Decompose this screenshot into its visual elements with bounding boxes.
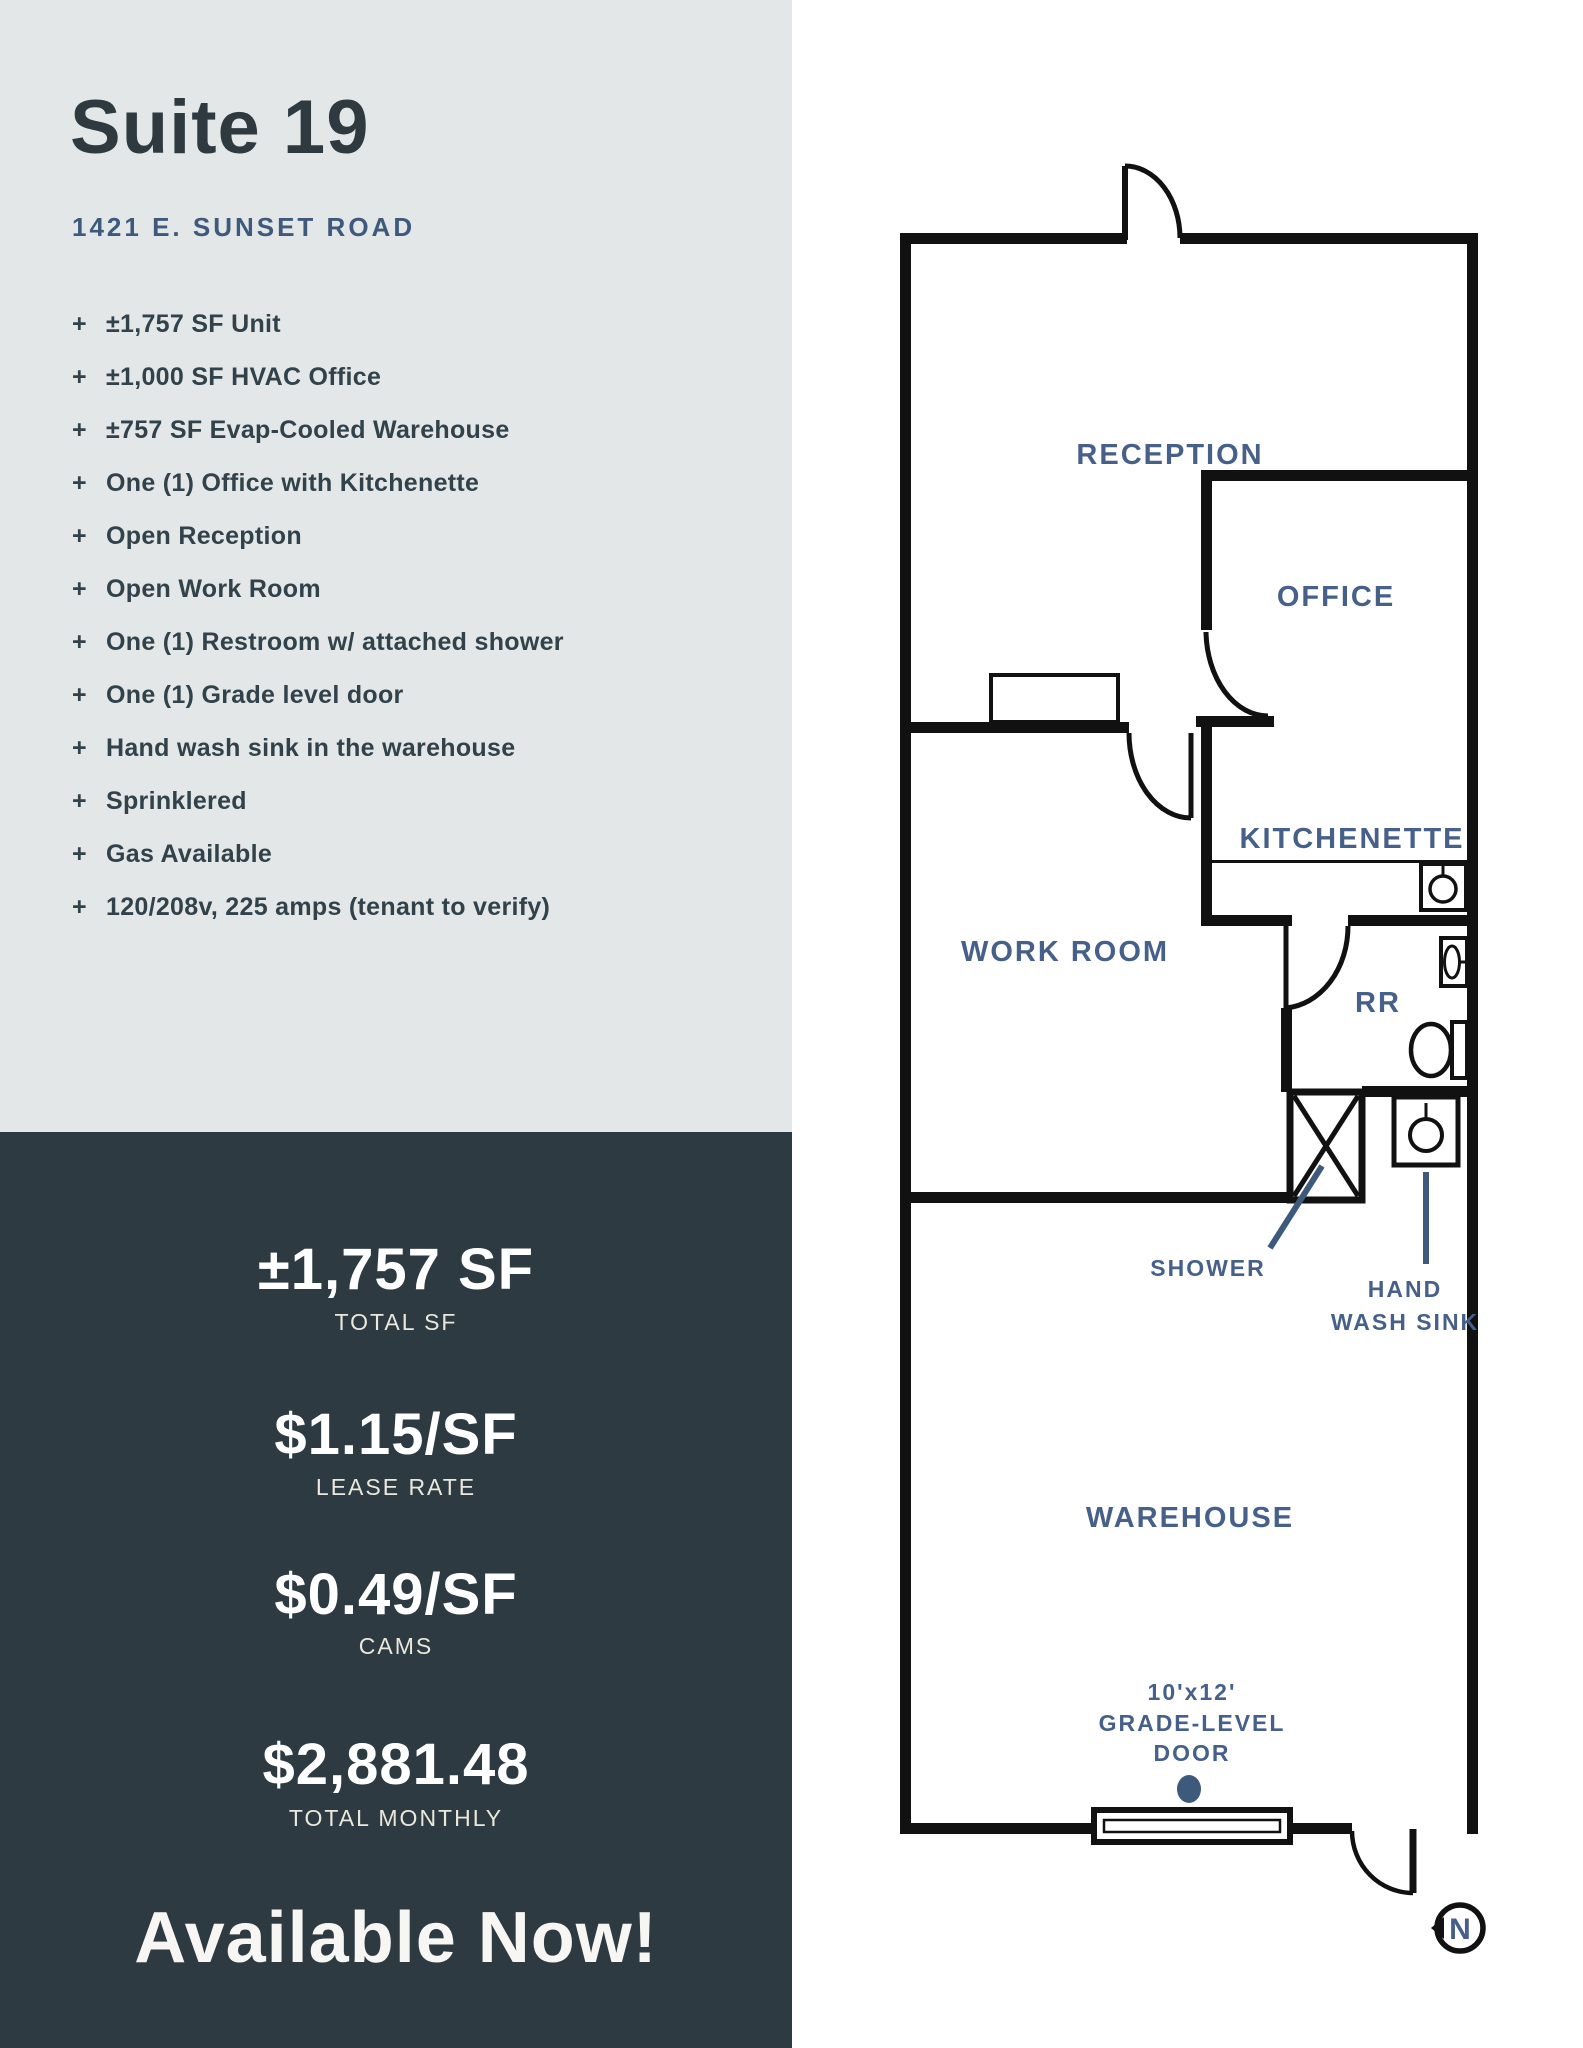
stat-lease-rate-value: $1.15/SF [274,1402,518,1467]
toilet-tank [1452,1022,1467,1078]
toilet-bowl-icon [1411,1024,1451,1076]
wall-top-left [900,233,1127,244]
wall-office-top [1201,470,1478,481]
stat-cams-value: $0.49/SF [274,1562,518,1627]
annotation-wash-sink: WASH SINK [1330,1309,1480,1335]
property-address: 1421 E. SUNSET ROAD [72,212,416,242]
stat-total-sf-value: ±1,757 SF [257,1237,535,1302]
wall-top-right [1180,233,1478,244]
plus-bullet-icon: + [72,575,87,603]
entry-door-swing-arc [1125,166,1180,238]
feature-text: ±1,757 SF Unit [106,310,281,338]
wall-rr-left [1281,1008,1292,1092]
stat-total-monthly-value: $2,881.48 [262,1732,530,1797]
plus-bullet-icon: + [72,787,87,815]
feature-text: Gas Available [106,840,273,868]
rear-door-swing-arc [1352,1831,1413,1893]
annotation-door-size: 10'x12' [1147,1679,1237,1705]
counter-window [991,675,1118,722]
feature-text: One (1) Office with Kitchenette [106,469,480,497]
wall-office-left [1201,470,1212,630]
rr-door-swing-arc [1286,926,1348,1008]
plus-bullet-icon: + [72,363,87,391]
feature-text: One (1) Restroom w/ attached shower [106,628,564,656]
stat-lease-rate-label: LEASE RATE [315,1474,477,1500]
grade-door-dot-icon [1177,1775,1201,1803]
feature-text: Open Work Room [106,575,321,603]
plus-bullet-icon: + [72,840,87,868]
north-letter: N [1449,1913,1473,1946]
room-label-work-room: WORK ROOM [960,936,1170,968]
feature-text: Open Reception [106,522,302,550]
grade-level-door [1094,1810,1290,1842]
room-label-reception: RECEPTION [1076,439,1264,471]
annotation-door: DOOR [1153,1740,1231,1766]
page-title: Suite 19 [70,85,370,170]
wall-kitchenette-left [1201,716,1212,926]
annotation-grade-level: GRADE-LEVEL [1098,1710,1286,1736]
stat-total-monthly-label: TOTAL MONTHLY [288,1805,504,1831]
stat-cams-label: CAMS [358,1633,434,1659]
wall-workroom-bottom [900,1192,1290,1203]
annotation-hand: HAND [1367,1276,1443,1302]
plus-bullet-icon: + [72,734,87,762]
plus-bullet-icon: + [72,681,87,709]
wall-left [900,233,911,1834]
annotation-shower: SHOWER [1150,1255,1266,1281]
feature-text: Sprinklered [106,787,247,815]
feature-text: ±1,000 SF HVAC Office [106,363,382,391]
feature-text: ±757 SF Evap-Cooled Warehouse [106,416,510,444]
plus-bullet-icon: + [72,416,87,444]
room-label-office: OFFICE [1276,581,1396,613]
plus-bullet-icon: + [72,469,87,497]
availability-banner: Available Now! [134,1898,658,1978]
plus-bullet-icon: + [72,522,87,550]
plus-bullet-icon: + [72,628,87,656]
feature-text: 120/208v, 225 amps (tenant to verify) [106,893,551,921]
plus-bullet-icon: + [72,310,87,338]
office-door-swing-arc [1206,632,1268,716]
divider-door-swing-arc [1129,733,1191,818]
room-label-warehouse: WAREHOUSE [1085,1502,1295,1534]
feature-text: Hand wash sink in the warehouse [106,734,516,762]
wall-kitchenette-bottom-right [1348,915,1478,926]
wall-kitchenette-bottom-left [1201,915,1292,926]
stat-total-sf-label: TOTAL SF [334,1309,458,1335]
plus-bullet-icon: + [72,893,87,921]
feature-text: One (1) Grade level door [106,681,404,709]
room-label-rr: RR [1355,987,1401,1019]
room-label-kitchenette: KITCHENETTE [1239,823,1465,855]
